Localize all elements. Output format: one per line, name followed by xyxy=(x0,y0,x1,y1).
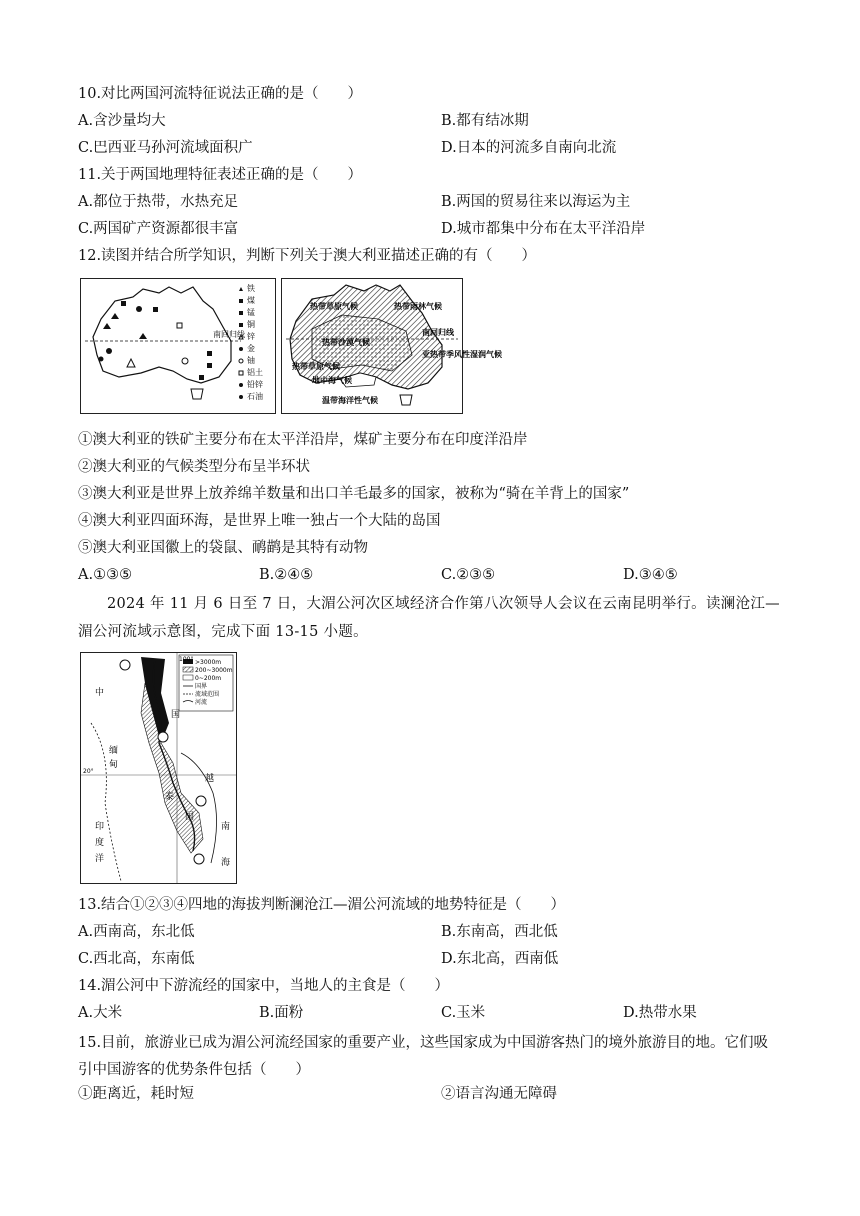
svg-text:铝土: 铝土 xyxy=(247,368,263,377)
q13-option-b: B.东南高，西北低 xyxy=(441,924,558,940)
svg-text:亚热带季风性湿润气候: 亚热带季风性湿润气候 xyxy=(422,350,502,359)
svg-text:海: 海 xyxy=(221,858,231,868)
svg-text:印: 印 xyxy=(95,822,105,832)
q12-statement-4: ④澳大利亚四面环海，是世界上唯一独占一个大陆的岛国 xyxy=(78,513,441,529)
q14-option-b: B.面粉 xyxy=(259,1005,304,1021)
australia-climate-map xyxy=(281,278,502,414)
tropic-label-1: 南回归线 xyxy=(213,330,245,339)
q14-option-c: C.玉米 xyxy=(441,1005,486,1021)
svg-text:锰: 锰 xyxy=(247,308,255,317)
svg-text:石油: 石油 xyxy=(247,392,263,401)
q13-option-d: D.东北高，西南低 xyxy=(441,951,559,967)
q12-statement-2: ②澳大利亚的气候类型分布呈半环状 xyxy=(78,459,310,475)
svg-text:甸: 甸 xyxy=(109,760,119,770)
q12-stem: 12.读图并结合所学知识，判断下列关于澳大利亚描述正确的有（ ） xyxy=(78,248,537,264)
q12-statement-3: ③澳大利亚是世界上放养绵羊数量和出口羊毛最多的国家，被称为“骑在羊背上的国家” xyxy=(78,486,630,502)
q15-statement-1: ①距离近，耗时短 xyxy=(78,1086,194,1102)
q11-option-d: D.城市都集中分布在太平洋沿岸 xyxy=(441,221,646,237)
svg-text:缅: 缅 xyxy=(109,746,119,756)
q10-option-a: A.含沙量均大 xyxy=(78,113,166,129)
q14-option-d: D.热带水果 xyxy=(623,1005,697,1021)
q14-stem: 14.湄公河中下游流经的国家中，当地人的主食是（ ） xyxy=(78,978,450,994)
svg-text:中: 中 xyxy=(95,688,105,698)
svg-text:越: 越 xyxy=(205,774,215,784)
q10-option-c: C.巴西亚马孙河流域面积广 xyxy=(78,140,253,156)
svg-text:煤: 煤 xyxy=(247,296,255,305)
svg-text:>3000m: >3000m xyxy=(195,659,222,666)
svg-text:温带海洋性气候: 温带海洋性气候 xyxy=(322,396,378,405)
q13-stem: 13.结合①②③④四地的海拔判断澜沧江—湄公河流域的地势特征是（ ） xyxy=(78,897,566,913)
mekong-basin-map xyxy=(80,652,237,884)
q10-option-d: D.日本的河流多自南向北流 xyxy=(441,140,617,156)
q10-stem: 10.对比两国河流特征说法正确的是（ ） xyxy=(78,86,363,102)
q15-statement-2: ②语言沟通无障碍 xyxy=(441,1086,557,1102)
svg-text:度: 度 xyxy=(95,838,105,848)
q10-option-b: B.都有结冰期 xyxy=(441,113,529,129)
q13-option-a: A.西南高，东北低 xyxy=(78,924,195,940)
mineral-legend xyxy=(247,283,263,401)
svg-text:南回归线: 南回归线 xyxy=(422,328,454,337)
svg-text:热带雨林气候: 热带雨林气候 xyxy=(394,302,442,311)
svg-text:地中海气候: 地中海气候 xyxy=(312,376,352,385)
svg-text:金: 金 xyxy=(247,344,255,353)
latitude-label: 20° xyxy=(83,768,94,775)
svg-text:铅锌: 铅锌 xyxy=(247,380,263,389)
q11-stem: 11.关于两国地理特征表述正确的是（ ） xyxy=(78,167,363,183)
svg-text:200~3000m: 200~3000m xyxy=(195,667,233,674)
australia-mineral-map xyxy=(80,278,276,414)
svg-text:河流: 河流 xyxy=(195,699,208,706)
svg-text:铁: 铁 xyxy=(247,284,255,293)
q12-option-d: D.③④⑤ xyxy=(623,567,678,583)
svg-text:泰: 泰 xyxy=(165,792,175,802)
svg-text:热带草原气候: 热带草原气候 xyxy=(310,302,358,311)
q12-statement-1: ①澳大利亚的铁矿主要分布在太平洋沿岸，煤矿主要分布在印度洋沿岸 xyxy=(78,432,528,448)
q11-option-a: A.都位于热带，水热充足 xyxy=(78,194,239,210)
q13-option-c: C.西北高，东南低 xyxy=(78,951,195,967)
svg-text:0~200m: 0~200m xyxy=(195,675,222,682)
q12-statement-5: ⑤澳大利亚国徽上的袋鼠、鸸鹋是其特有动物 xyxy=(78,540,368,556)
svg-text:热带沙漠气候: 热带沙漠气候 xyxy=(322,338,370,347)
svg-text:铀: 铀 xyxy=(247,356,255,365)
svg-text:国: 国 xyxy=(185,812,195,822)
q12-option-a: A.①③⑤ xyxy=(78,567,133,583)
svg-text:热带草原气候: 热带草原气候 xyxy=(292,362,340,371)
q11-option-c: C.两国矿产资源都很丰富 xyxy=(78,221,239,237)
svg-text:洋: 洋 xyxy=(95,854,105,864)
svg-text:南: 南 xyxy=(221,822,231,832)
svg-text:铜: 铜 xyxy=(247,320,255,329)
svg-text:锌: 锌 xyxy=(247,332,255,341)
q12-option-b: B.②④⑤ xyxy=(259,567,314,583)
australia-outline xyxy=(93,287,231,383)
svg-text:流域范围: 流域范围 xyxy=(195,691,220,698)
q12-option-c: C.②③⑤ xyxy=(441,567,496,583)
longitude-label: 100° xyxy=(179,656,194,663)
q15-stem: 15.目前，旅游业已成为湄公河流经国家的重要产业，这些国家成为中国游客热门的境外旅游目的地。它们吸引中国游客的优势条件包括（ ） xyxy=(78,1035,769,1078)
q14-option-a: A.大米 xyxy=(78,1005,123,1021)
q11-option-b: B.两国的贸易往来以海运为主 xyxy=(441,194,631,210)
passage-text: 2024 年 11 月 6 日至 7 日，大湄公河次区域经济合作第八次领导人会议在云南昆明举行。读澜沧江—湄公河流域示意图，完成下面 13-15 小题。 xyxy=(78,596,780,640)
svg-text:国: 国 xyxy=(171,710,181,720)
svg-text:国界: 国界 xyxy=(195,683,208,690)
